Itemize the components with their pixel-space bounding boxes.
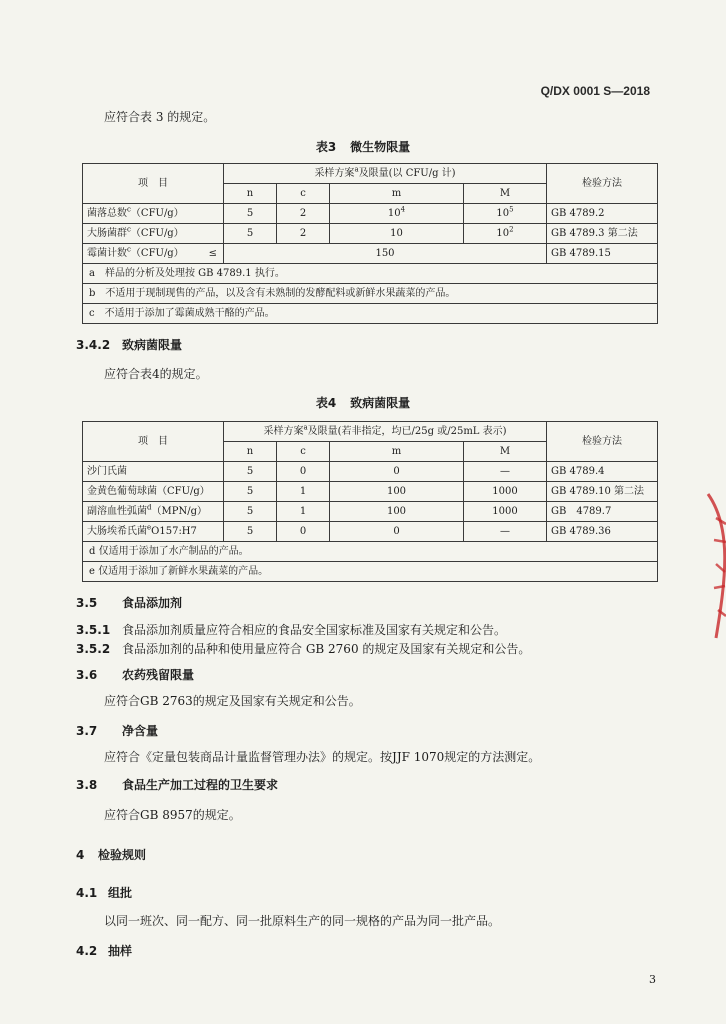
table4-cell-M: — [464,462,547,482]
table3-note: b 不适用于现制现售的产品，以及含有未熟制的发酵配料或新鲜水果蔬菜的产品。 [83,284,658,304]
table3-caption-number: 表3 [315,140,337,154]
table3-cell-item: 大肠菌群$^c$（CFU/g） [83,224,224,244]
table3-subheader-n: n [224,184,277,204]
table4-header-plan: 采样方案$^a$及限量(若非指定，均已/25g 或/25mL 表示) [224,422,547,442]
table4-cell-item: 沙门氏菌 [83,462,224,482]
section-paragraph: 应符合GB 2763的规定及国家有关规定和公告。 [104,694,361,708]
table3-cell-method: GB 4789.3 第二法 [547,224,658,244]
section-heading: 3.7 净含量 [76,724,159,738]
table-row [83,244,658,264]
table3-cell-item: 霉菌计数$^c$（CFU/g） ≤ [83,244,224,264]
section-paragraph: 以同一班次、同一配方、同一批原料生产的同一规格的产品为同一批产品。 [104,914,501,928]
table4-cell-c: 1 [277,482,330,502]
table3-caption [0,138,726,155]
table-row [83,502,658,522]
table3-note: c 不适用于添加了霉菌成熟干酪的产品。 [83,304,658,324]
table3-cell-limit: 150 [224,244,547,264]
table4-cell-m: 100 [330,482,464,502]
section-heading: 3.6 农药残留限量 [76,668,195,682]
table4-cell-method: GB 4789.4 [547,462,658,482]
table3-cell-c: 2 [277,204,330,224]
table4-cell-m: 0 [330,462,464,482]
table4-cell-M: — [464,522,547,542]
table3-cell-M: $10^5$ [464,204,547,224]
document-code: Q/DX 0001 S—2018 [540,84,650,98]
table4-cell-n: 5 [224,522,277,542]
table-row [83,204,658,224]
table3-cell-method: GB 4789.2 [547,204,658,224]
table-row [83,224,658,244]
table4-cell-method: GB 4789.7 [547,502,658,522]
intro-paragraph: 应符合表 3 的规定。 [104,110,216,124]
table4-subheader-n: n [224,442,277,462]
table4-cell-m: 0 [330,522,464,542]
section-paragraph: 应符合《定量包装商品计量监督管理办法》的规定。按JJF 1070规定的方法测定。 [104,750,541,764]
table4-subheader-M: M [464,442,547,462]
table4-cell-M: 1000 [464,482,547,502]
table4-cell-item: 大肠埃希氏菌$^e$O157:H7 [83,522,224,542]
section-paragraph: 应符合GB 8957的规定。 [104,808,241,822]
table4-cell-item: 金黄色葡萄球菌（CFU/g） [83,482,224,502]
table-row [83,522,658,542]
table3-cell-m: 10 [330,224,464,244]
table3-subheader-c: c [277,184,330,204]
table4-caption [0,394,726,411]
section-paragraph: 应符合表4的规定。 [104,367,208,381]
table4-header-method: 检验方法 [547,422,658,462]
chapter-heading: 4 检验规则 [76,848,147,862]
table4-cell-c: 0 [277,462,330,482]
table3-cell-c: 2 [277,224,330,244]
section-heading: 4.2 抽样 [76,944,133,958]
table4-subheader-m: m [330,442,464,462]
table3-cell-n: 5 [224,204,277,224]
table4-cell-n: 5 [224,502,277,522]
table3-cell-item: 菌落总数$^c$（CFU/g） [83,204,224,224]
section-heading: 3.5 食品添加剂 [76,596,183,610]
table4-caption-number: 表4 [315,396,337,410]
table3-note: a 样品的分析及处理按 GB 4789.1 执行。 [83,264,658,284]
table-row [83,462,658,482]
table4-cell-m: 100 [330,502,464,522]
section-heading: 3.4.2 致病菌限量 [76,338,183,352]
clause-paragraph: 3.5.2 食品添加剂的品种和使用量应符合 GB 2760 的规定及国家有关规定和公告。 [76,642,531,656]
table-row [83,482,658,502]
table4-pathogen-limits [82,421,658,582]
table3-cell-M: $10^2$ [464,224,547,244]
table4-cell-n: 5 [224,482,277,502]
table4-cell-method: GB 4789.10 第二法 [547,482,658,502]
clause-paragraph: 3.5.1 食品添加剂质量应符合相应的食品安全国家标准及国家有关规定和公告。 [76,623,507,637]
section-heading: 4.1 组批 [76,886,133,900]
table4-subheader-c: c [277,442,330,462]
table3-cell-m: $10^4$ [330,204,464,224]
page-number: 3 [649,973,656,986]
table4-note: d 仅适用于添加了水产制品的产品。 [83,542,658,562]
table3-caption-title: 微生物限量 [350,140,411,154]
table3-header-plan: 采样方案$^a$及限量(以 CFU/g 计) [224,164,547,184]
less-equal-sign: ≤ [208,247,217,259]
red-seal-stamp [702,488,726,648]
table3-header-method: 检验方法 [547,164,658,204]
table4-cell-n: 5 [224,462,277,482]
table3-subheader-m: m [330,184,464,204]
table4-cell-c: 0 [277,522,330,542]
table4-cell-c: 1 [277,502,330,522]
table3-cell-method: GB 4789.15 [547,244,658,264]
table4-note: e 仅适用于添加了新鲜水果蔬菜的产品。 [83,562,658,582]
table4-cell-item: 副溶血性弧菌$^d$（MPN/g） [83,502,224,522]
table4-cell-M: 1000 [464,502,547,522]
table4-header-item: 项 目 [83,422,224,462]
table3-subheader-M: M [464,184,547,204]
section-heading: 3.8 食品生产加工过程的卫生要求 [76,778,279,792]
table3-header-item: 项 目 [83,164,224,204]
table3-cell-n: 5 [224,224,277,244]
table3-microbial-limits [82,163,658,324]
table4-caption-title: 致病菌限量 [350,396,411,410]
table4-cell-method: GB 4789.36 [547,522,658,542]
